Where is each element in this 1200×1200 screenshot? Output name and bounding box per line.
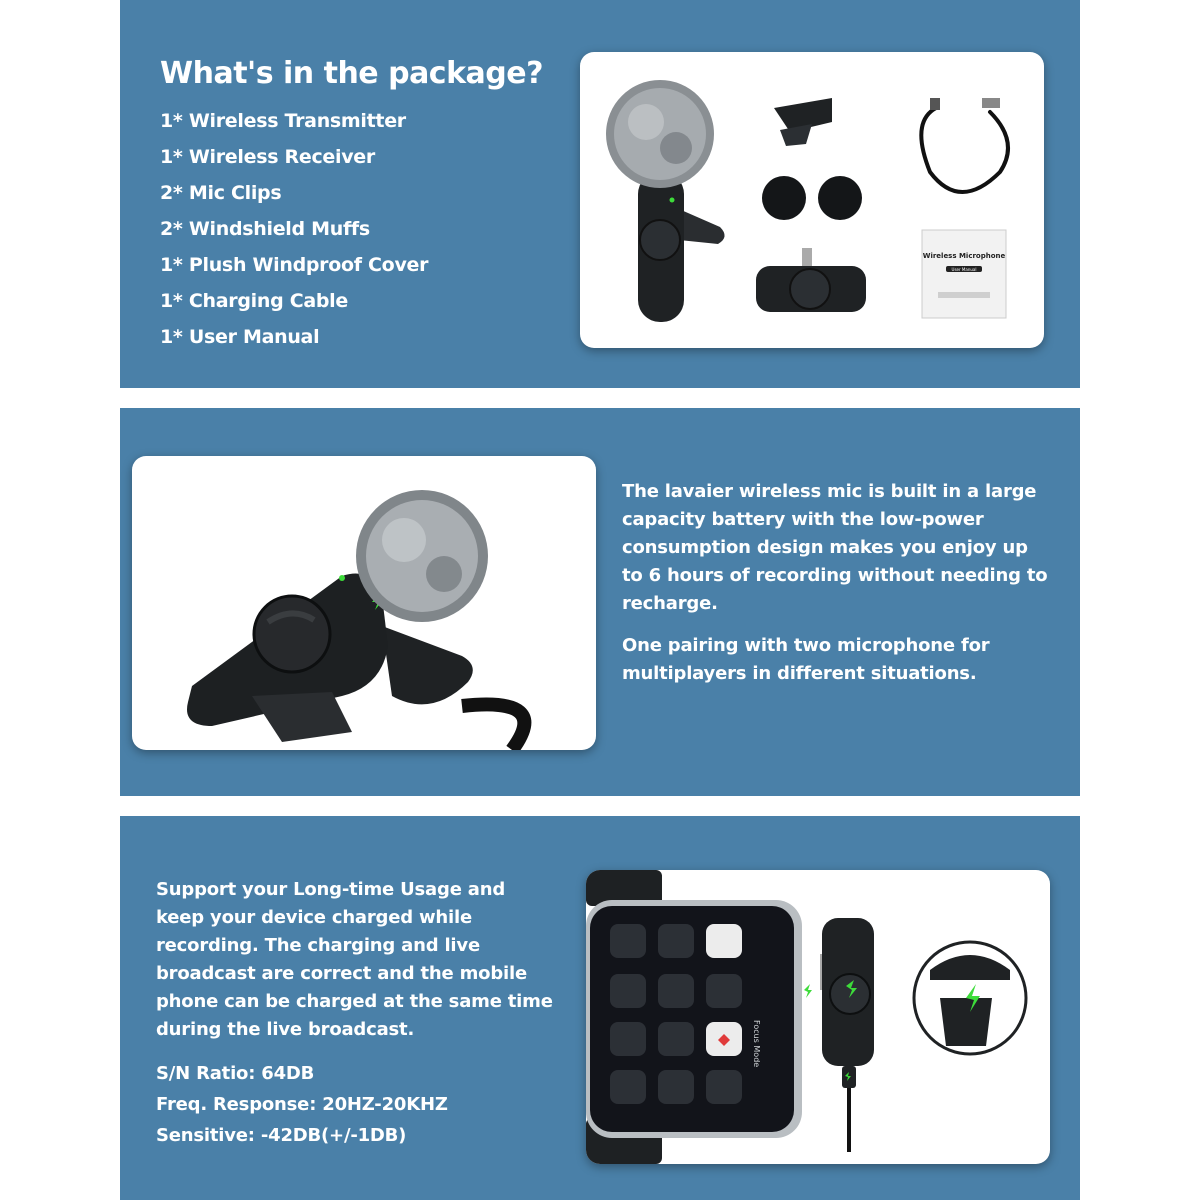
package-contents-image <box>580 52 1044 348</box>
charging-cable-image <box>921 98 1008 192</box>
manual-subtitle-text: User Manual <box>951 267 977 272</box>
package-item: 1* Wireless Transmitter <box>160 110 406 132</box>
package-item: 1* User Manual <box>160 326 320 348</box>
charging-description: Support your Long-time Usage and keep your device charged while recording. The charging and live broadcast are correct and the mobile phone can be charged at the same time during the live broadcast. <box>156 879 553 1040</box>
package-item: 1* Wireless Receiver <box>160 146 375 168</box>
package-item: 2* Mic Clips <box>160 182 282 204</box>
windshield-muff-image <box>818 176 862 220</box>
package-item: 2* Windshield Muffs <box>160 218 370 240</box>
phone-charging-image <box>586 870 1050 1164</box>
spec-frequency-response: Freq. Response: 20HZ-20KHZ <box>156 1094 448 1115</box>
phone-image <box>586 900 802 1138</box>
user-manual-image <box>922 230 1006 318</box>
spec-snr: S/N Ratio: 64DB <box>156 1063 315 1084</box>
spec-sensitivity: Sensitive: -42DB(+/-1DB) <box>156 1125 407 1146</box>
package-item: 1* Charging Cable <box>160 290 348 312</box>
charging-panel <box>120 816 1080 1200</box>
charging-text-block <box>156 876 556 1151</box>
package-list <box>160 103 543 355</box>
transmitter-charging-image <box>132 456 596 750</box>
manual-title-text: Wireless Microphone <box>922 252 1006 260</box>
package-panel <box>120 0 1080 388</box>
wireless-transmitter-image <box>606 80 725 322</box>
package-text-block <box>160 56 543 355</box>
package-item: 1* Plush Windproof Cover <box>160 254 429 276</box>
package-title: What's in the package? <box>160 56 544 91</box>
wireless-receiver-image <box>756 248 866 312</box>
wireless-receiver-image <box>804 918 874 1152</box>
battery-description: The lavaier wireless mic is built in a large capacity battery with the low-power consumption design makes you enjoy up to 6 hours of recording without needing to recharge. <box>622 481 1048 614</box>
windshield-muff-image <box>762 176 806 220</box>
battery-panel <box>120 408 1080 796</box>
focus-mode-label: Focus Mode <box>752 1020 761 1068</box>
mic-clip-image <box>774 98 832 146</box>
battery-text-block <box>622 478 1052 702</box>
pairing-description: One pairing with two microphone for multiplayers in different situations. <box>622 635 990 684</box>
connector-zoom-image <box>914 942 1026 1054</box>
